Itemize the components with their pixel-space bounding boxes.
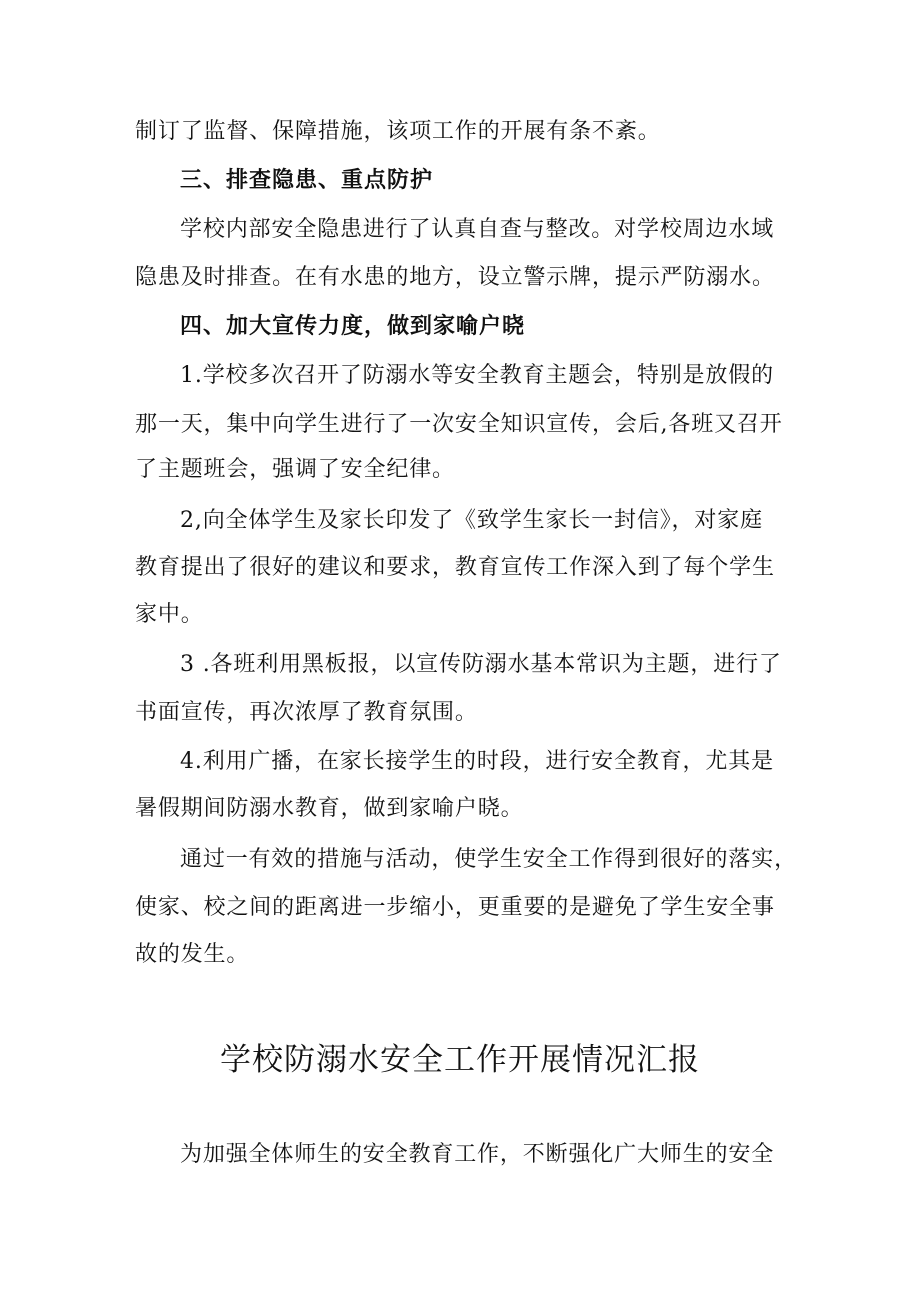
paragraph-line: 书面宣传，再次浓厚了教育氛围。 <box>135 700 478 725</box>
paragraph-line: 故的发生。 <box>135 942 250 967</box>
paragraph-line: 2,向全体学生及家长印发了《致学生家长一封信》，对家庭 <box>180 508 763 533</box>
paragraph-line: 隐患及时排查。在有水患的地方，设立警示牌，提示严防溺水。 <box>135 265 775 290</box>
paragraph-line: 3 .各班利用黑板报，以宣传防溺水基本常识为主题，进行了 <box>180 652 782 677</box>
document-title: 学校防溺水安全工作开展情况汇报 <box>220 1042 700 1078</box>
paragraph-line: 那一天，集中向学生进行了一次安全知识宣传，会后,各班又召开 <box>135 412 783 437</box>
section-heading-4: 四、加大宣传力度，做到家喻户晓 <box>180 314 526 339</box>
paragraph-line: 家中。 <box>135 602 204 627</box>
paragraph-line: 教育提出了很好的建议和要求，教育宣传工作深入到了每个学生 <box>135 555 775 580</box>
paragraph-line: 了主题班会，强调了安全纪律。 <box>135 457 455 482</box>
section-heading-3: 三、排查隐患、重点防护 <box>180 168 434 193</box>
paragraph-line: 4.利用广播，在家长接学生的时段，进行安全教育，尤其是 <box>180 749 774 774</box>
paragraph-line: 暑假期间防溺水教育，做到家喻户晓。 <box>135 796 524 821</box>
intro-paragraph-line: 为加强全体师生的安全教育工作，不断强化广大师生的安全 <box>180 1142 775 1167</box>
paragraph-line: 通过一有效的措施与活动，使学生安全工作得到很好的落实， <box>180 847 797 872</box>
paragraph-line: 使家、校之间的距离进一步缩小，更重要的是避免了学生安全事 <box>135 895 775 920</box>
paragraph-line: 1.学校多次召开了防溺水等安全教育主题会，特别是放假的 <box>180 363 774 388</box>
paragraph-line: 制订了监督、保障措施，该项工作的开展有条不紊。 <box>135 119 661 144</box>
paragraph-line: 学校内部安全隐患进行了认真自查与整改。对学校周边水域 <box>180 217 775 242</box>
